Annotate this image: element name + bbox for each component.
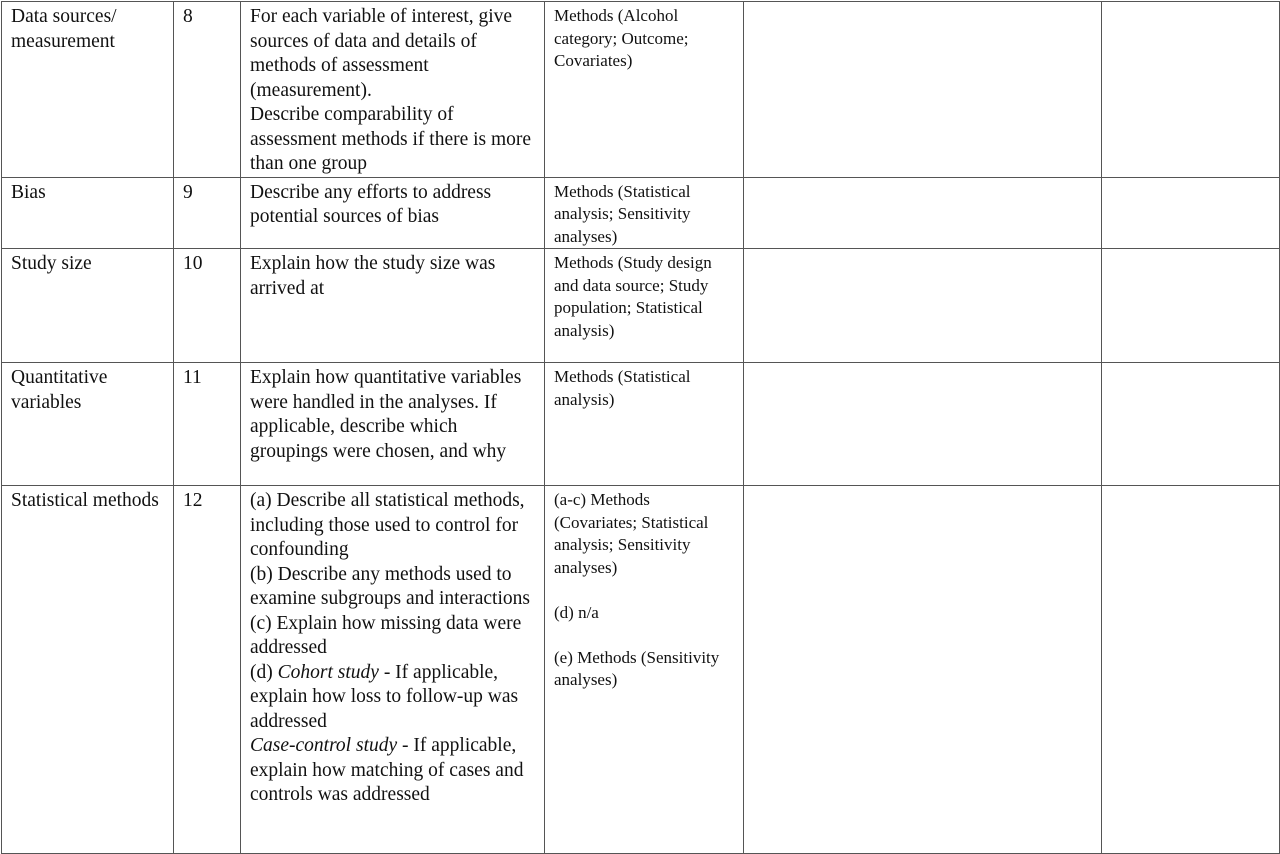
recommendation-text-case-control <box>250 734 536 808</box>
empty-cell <box>1102 486 1280 854</box>
item-number-cell <box>174 363 241 486</box>
recommendation-text: - If applicable, explain how matching of cases and controls was addressed <box>250 735 524 805</box>
empty-cell <box>1102 2 1280 178</box>
item-number: 9 <box>183 181 193 203</box>
recommendation-text: - If applicable, explain how loss to follow-up was addressed <box>250 661 519 732</box>
section-label: Bias <box>11 181 46 203</box>
table-row <box>2 249 1280 363</box>
recommendation-cell <box>241 177 545 249</box>
item-number: 12 <box>183 490 203 511</box>
location-cell <box>545 249 744 363</box>
recommendation-text: Describe any efforts to address potential sources of bias <box>250 181 492 227</box>
section-cell <box>2 2 174 178</box>
empty-cell <box>744 363 1102 486</box>
section-label: Data sources/ measurement <box>11 6 117 52</box>
location-cell <box>545 177 744 249</box>
section-label: Statistical methods <box>11 490 159 511</box>
recommendation-text-cohort <box>250 661 536 735</box>
spacer <box>554 624 735 647</box>
location-cell <box>545 363 744 486</box>
recommendation-cell <box>241 2 545 178</box>
section-cell <box>2 486 174 854</box>
location-text: (e) Methods (Sensitivity analyses) <box>554 647 720 689</box>
location-text: Methods (Statistical analysis; Sensitivity analyses) <box>554 181 691 246</box>
location-text: (d) n/a <box>554 602 599 622</box>
empty-cell <box>1102 363 1280 486</box>
recommendation-text: Describe comparability of assessment methods if there is more than one group <box>250 104 532 174</box>
empty-cell <box>744 486 1102 854</box>
recommendation-text: (c) Explain how missing data were addressed <box>250 612 522 658</box>
location-cell <box>545 486 744 854</box>
study-type-label: Cohort study <box>277 661 379 683</box>
item-number-cell <box>174 2 241 178</box>
empty-cell <box>744 2 1102 178</box>
empty-cell <box>744 177 1102 249</box>
recommendation-text: Explain how quantitative variables were handled in the analyses. If applicable, describe which groupings were chosen, and why <box>250 367 522 462</box>
item-number-cell <box>174 486 241 854</box>
location-cell <box>545 2 744 178</box>
recommendation-text: For each variable of interest, give sources of data and details of methods of assessment (measurement). <box>250 6 513 101</box>
table-row <box>2 177 1280 249</box>
study-type-label: Case-control study <box>250 735 398 756</box>
location-text: Methods (Alcohol category; Outcome; Covariates) <box>554 6 689 70</box>
empty-cell <box>1102 249 1280 363</box>
location-text: Methods (Study design and data source; Study population; Statistical analysis) <box>554 253 712 340</box>
section-cell <box>2 249 174 363</box>
recommendation-text: (b) Describe any methods used to examine subgroups and interactions <box>250 563 530 609</box>
table-row <box>2 2 1280 178</box>
recommendation-text: Explain how the study size was arrived at <box>250 253 496 299</box>
recommendation-cell <box>241 486 545 854</box>
recommendation-cell <box>241 249 545 363</box>
section-cell <box>2 177 174 249</box>
item-number-cell <box>174 177 241 249</box>
item-prefix: (d) <box>250 661 278 683</box>
table-row <box>2 486 1280 854</box>
empty-cell <box>744 249 1102 363</box>
item-number: 8 <box>183 6 193 27</box>
empty-cell <box>1102 177 1280 249</box>
location-text: (a-c) Methods (Covariates; Statistical analysis; Sensitivity analyses) <box>554 490 709 577</box>
item-number: 10 <box>183 253 203 274</box>
spacer <box>554 579 735 602</box>
item-number-cell <box>174 249 241 363</box>
section-label: Study size <box>11 253 92 274</box>
section-cell <box>2 363 174 486</box>
item-number: 11 <box>183 367 202 388</box>
recommendation-text: (a) Describe all statistical methods, including those used to control for confounding <box>250 490 525 560</box>
section-label: Quantitative variables <box>11 367 108 413</box>
table-row <box>2 363 1280 486</box>
recommendation-cell <box>241 363 545 486</box>
location-text: Methods (Statistical analysis) <box>554 367 691 409</box>
checklist-table <box>1 1 1280 854</box>
